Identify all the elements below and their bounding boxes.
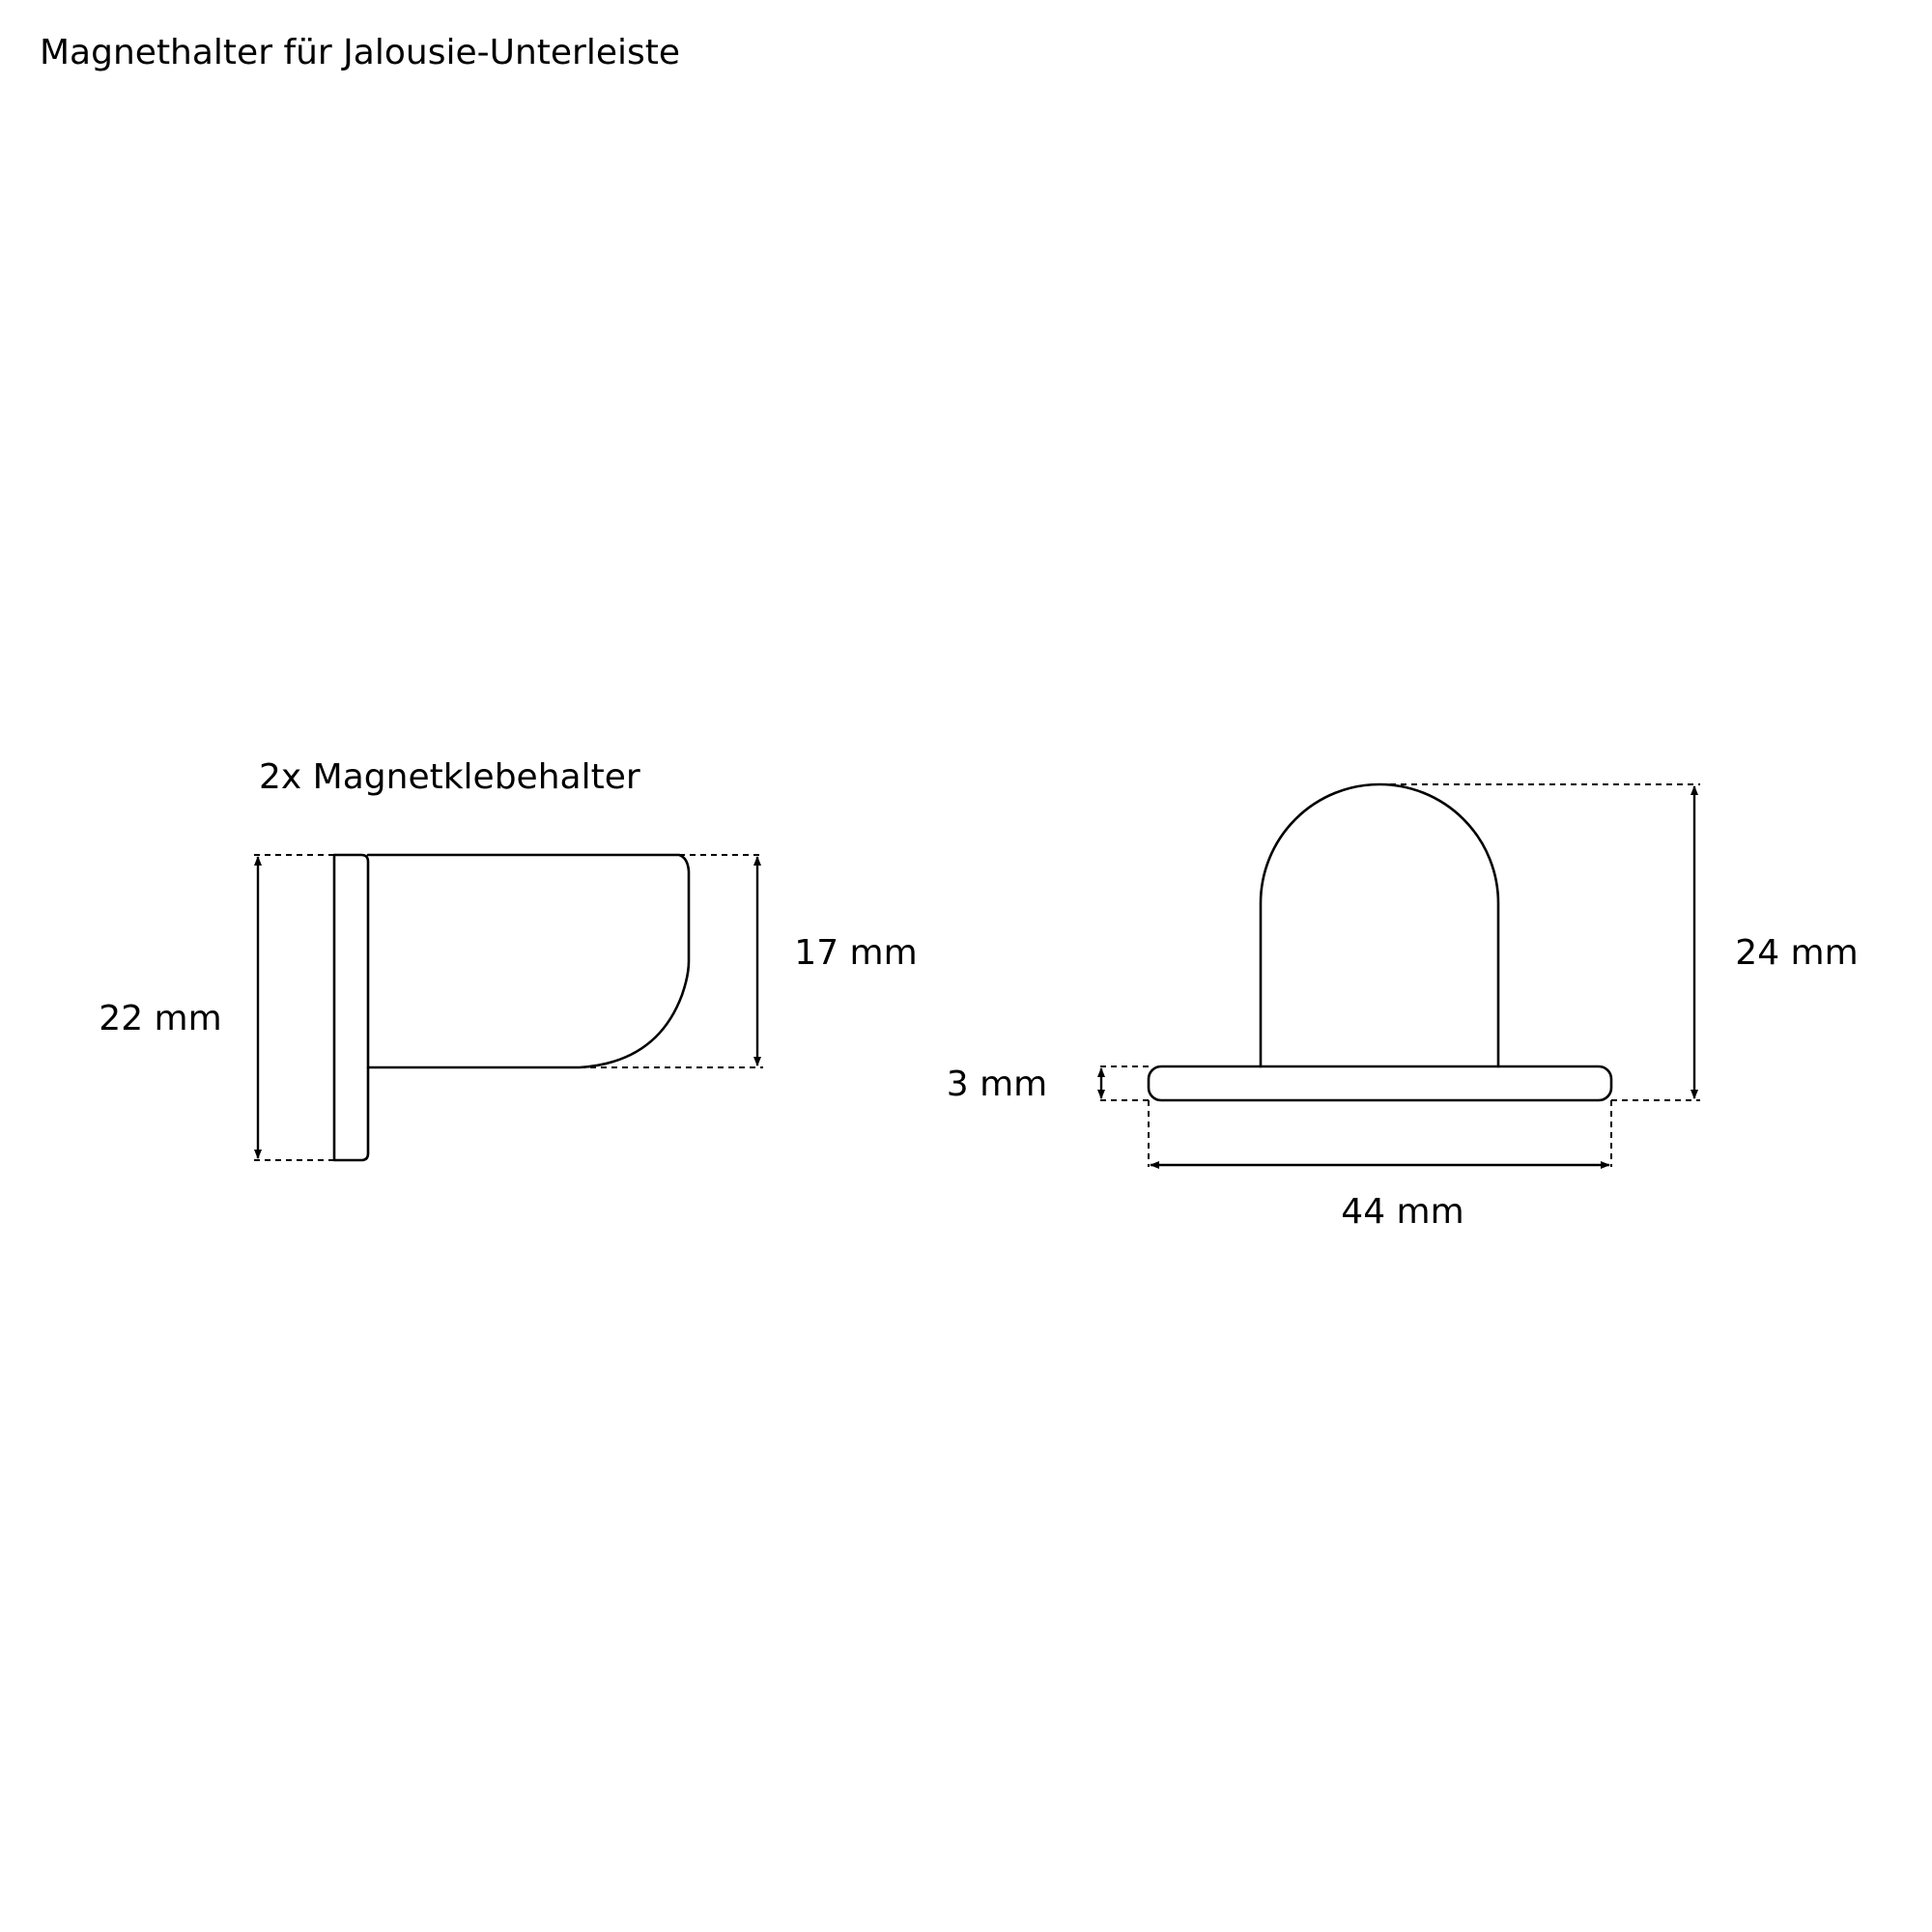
front-height-label: 24 mm <box>1735 933 1859 973</box>
page-title: Magnethalter für Jalousie-Unterleiste <box>40 33 680 72</box>
front-width-label: 44 mm <box>1341 1192 1464 1232</box>
base-plate-outline <box>1149 1066 1611 1100</box>
front-thickness-label: 3 mm <box>946 1065 1048 1104</box>
side-body-height-label: 17 mm <box>794 933 918 973</box>
front-view <box>947 784 1859 1232</box>
side-total-height-label: 22 mm <box>99 999 222 1038</box>
side-view <box>99 757 917 1160</box>
side-view-caption: 2x Magnetklebehalter <box>259 757 640 797</box>
mounting-plate-outline <box>334 855 368 1160</box>
magnet-dome-outline <box>1261 784 1498 1066</box>
holder-body-outline <box>368 855 689 1067</box>
